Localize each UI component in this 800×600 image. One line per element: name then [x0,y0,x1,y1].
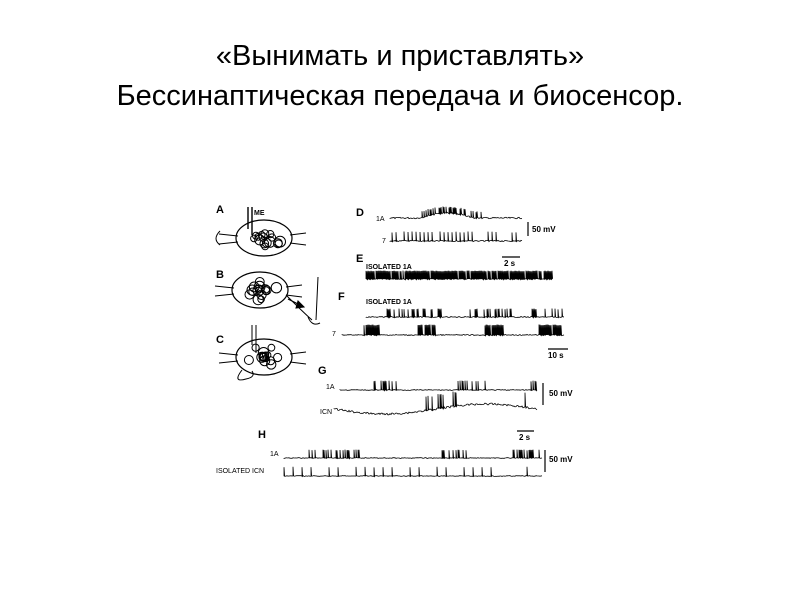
panel-b-label: B [216,269,224,281]
trace-g-icn [334,392,537,415]
trace-d-7 [390,232,522,242]
trace-f-isolated [366,309,564,318]
trace-label-f-isolated: ISOLATED 1A [366,299,412,306]
scale-label-h-voltage: 50 mV [549,455,573,464]
trace-label-g-icn: ICN [320,409,333,416]
scale-label-g-voltage: 50 mV [549,389,573,398]
title-line-1: «Вынимать и приставлять» [215,40,585,72]
trace-label-d-1a: 1A [376,216,385,223]
trace-label-e-isolated: ISOLATED 1A [366,264,412,271]
panel-d-label: D [356,207,364,219]
trace-label-h-1a: 1A [270,451,279,458]
panel-f-label: F [338,291,345,303]
scale-label-d-voltage: 50 mV [532,225,556,234]
trace-label-f-7: 7 [332,331,336,338]
trace-h-isolated-icn [284,467,542,477]
panel-e-label: E [356,253,364,265]
panel-g-label: G [318,365,327,377]
electrode-label: ME [254,210,265,217]
trace-d-1a [390,207,522,219]
trace-label-h-isolated-icn: ISOLATED ICN [216,468,265,475]
trace-label-g-1a: 1A [326,384,335,391]
title-line-2: Бессинаптическая передача и биосенсор. [116,80,684,112]
trace-h-1a [284,450,542,459]
scale-label-f-time: 10 s [548,351,564,360]
ganglion-b [215,269,320,324]
figure-drawing [212,195,587,490]
trace-e-isolated [366,271,553,280]
panel-a-label: A [216,204,224,216]
panel-c-label: C [216,334,224,346]
trace-f-7 [342,325,564,336]
scale-label-g-time: 2 s [519,433,531,442]
electrophysiology-figure [212,195,587,490]
trace-g-1a [340,381,537,391]
panel-h-label: H [258,429,266,441]
ganglion-c [219,325,306,380]
trace-label-d-7: 7 [382,238,386,245]
slide-title [0,36,800,116]
scale-label-d-time: 2 s [504,259,516,268]
